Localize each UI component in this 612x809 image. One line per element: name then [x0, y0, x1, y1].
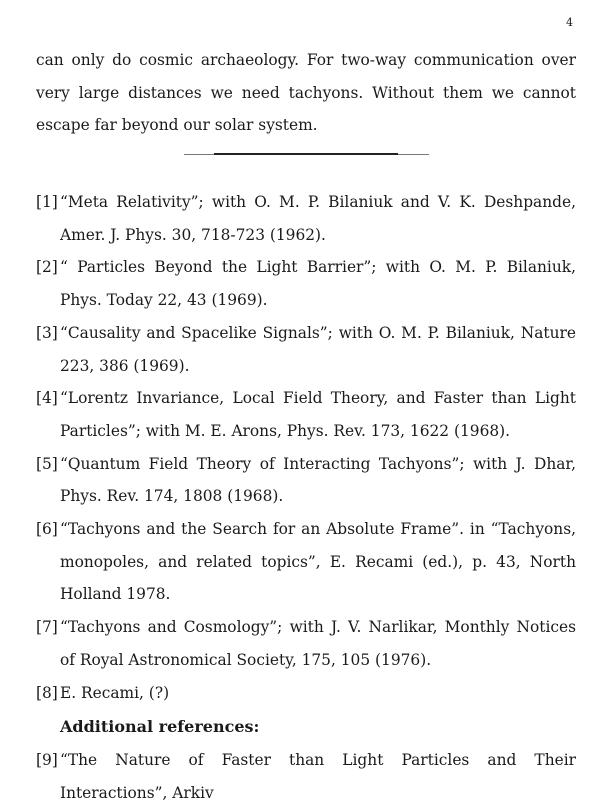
reference-item — [36, 448, 576, 513]
reference-number: [2] — [36, 258, 58, 277]
reference-text: “Tachyons and the Search for an Absolute Frame”. in “Tachyons, monopoles, and related topics”, E. Recami (ed.), p. 43, North Holland 1978. — [60, 520, 576, 604]
reference-item — [36, 251, 576, 316]
body-paragraph: can only do cosmic archaeology. For two-way communication over very large distances we need tachyons. Without them we cannot escape far beyond our solar system. — [36, 51, 576, 135]
section-divider — [184, 153, 429, 155]
reference-item — [36, 186, 576, 251]
reference-number: [1] — [36, 193, 58, 211]
reference-number: [6] — [36, 520, 58, 539]
reference-item — [36, 677, 576, 710]
reference-text: “ Particles Beyond the Light Barrier”; with O. M. P. Bilaniuk, Phys. Today 22, 43 (1969). — [60, 258, 576, 310]
reference-number: [9] — [36, 751, 58, 769]
reference-item — [36, 611, 576, 676]
reference-number: [7] — [36, 618, 58, 637]
reference-text: “Lorentz Invariance, Local Field Theory, and Faster than Light Particles”; with M. E. Arons, Phys. Rev. 173, 1622 (1968). — [60, 389, 576, 440]
reference-item — [36, 744, 576, 809]
reference-item — [36, 513, 576, 611]
reference-text: “Tachyons and Cosmology”; with J. V. Narlikar, Monthly Notices of Royal Astronomical Society, 175, 105 (1976). — [60, 618, 576, 669]
reference-number: [4] — [36, 389, 58, 408]
reference-text: “Quantum Field Theory of Interacting Tachyons”; with J. Dhar, Phys. Rev. 174, 1808 (1968). — [60, 454, 576, 506]
reference-item — [36, 382, 576, 447]
reference-text: “The Nature of Faster than Light Particles and Their Interactions”, Arkiv — [60, 751, 576, 802]
reference-text: E. Recami, (?) — [60, 683, 170, 702]
divider-thick-line — [214, 153, 398, 155]
reference-text: “Causality and Spacelike Signals”; with O. M. P. Bilaniuk, Nature 223, 386 (1969). — [60, 323, 576, 375]
reference-number: [5] — [36, 454, 58, 473]
reference-item — [36, 317, 576, 382]
additional-reference-list — [36, 744, 576, 809]
reference-number: [3] — [36, 323, 58, 342]
reference-number: [8] — [36, 683, 58, 702]
page-number: 4 — [566, 16, 573, 29]
reference-list — [36, 186, 576, 709]
additional-references-heading: Additional references: — [60, 717, 260, 736]
reference-text: “Meta Relativity”; with O. M. P. Bilaniuk and V. K. Deshpande, Amer. J. Phys. 30, 718-723 (1962). — [60, 193, 576, 244]
